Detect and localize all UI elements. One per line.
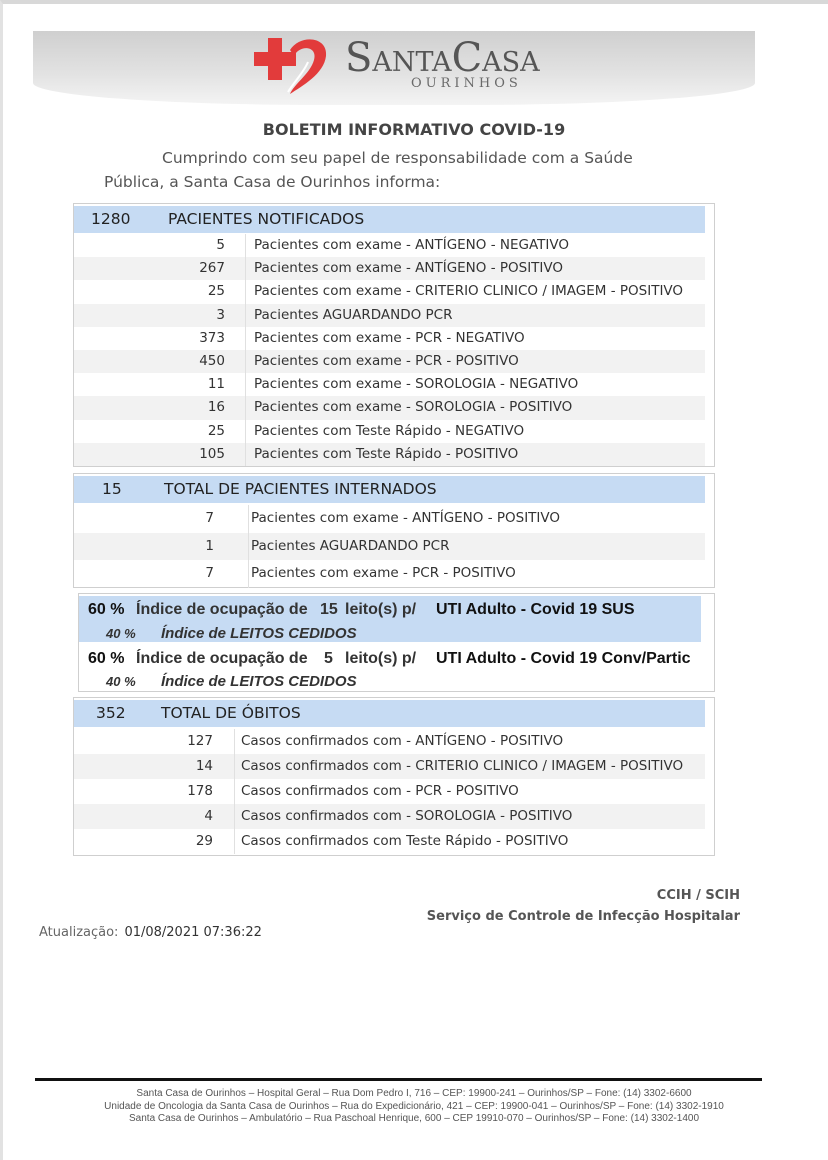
notified-header <box>74 206 705 233</box>
deaths-row-separator <box>234 829 235 854</box>
deaths-row-separator <box>234 804 235 829</box>
notified-row <box>74 304 705 327</box>
notified-row <box>74 327 705 350</box>
deaths-row-description: Casos confirmados com - SOROLOGIA - POSITIVO <box>241 808 573 824</box>
update-timestamp <box>39 925 262 940</box>
notified-row-count: 16 <box>207 399 225 416</box>
notified-row-description: Pacientes com exame - PCR - POSITIVO <box>254 353 519 369</box>
deaths-row <box>74 754 705 779</box>
notified-row-count: 5 <box>216 237 225 253</box>
deaths-row-count: 14 <box>195 758 213 774</box>
notified-row-separator <box>245 304 246 327</box>
notified-row-separator <box>245 257 246 280</box>
logo-subtitle: OURINHOS <box>411 76 522 91</box>
santa-casa-logo-icon <box>250 32 332 96</box>
hospitalized-label: TOTAL DE PACIENTES INTERNADOS <box>164 480 437 498</box>
occupancy-conv-beds: 5 <box>324 650 333 667</box>
ceded-conv-label: Índice de LEITOS CEDIDOS <box>161 673 357 690</box>
notified-row <box>74 350 705 373</box>
deaths-row-separator <box>234 754 235 779</box>
notified-row-separator <box>245 373 246 396</box>
notified-row <box>74 443 705 466</box>
notified-label: PACIENTES NOTIFICADOS <box>168 210 365 228</box>
ceded-sus-label: Índice de LEITOS CEDIDOS <box>161 625 357 642</box>
deaths-label: TOTAL DE ÓBITOS <box>161 704 301 722</box>
notified-row-count: 3 <box>216 306 225 323</box>
notified-row-count: 105 <box>199 445 225 462</box>
notified-row-count: 373 <box>199 329 225 346</box>
deaths-table <box>73 697 715 856</box>
notified-row-description: Pacientes AGUARDANDO PCR <box>254 306 453 323</box>
hospitalized-row <box>74 560 705 588</box>
deaths-row-description: Casos confirmados com Teste Rápido - POSITIVO <box>241 833 569 849</box>
occupancy-sus-pct: 60 % <box>88 601 125 618</box>
notified-total: 1280 <box>91 210 131 228</box>
notified-row <box>74 257 705 280</box>
notified-row-separator <box>245 396 246 419</box>
notified-row-count: 267 <box>199 260 225 277</box>
deaths-row <box>74 779 705 804</box>
notified-row-description: Pacientes com exame - ANTÍGENO - POSITIVO <box>254 260 564 277</box>
footer-divider <box>35 1078 762 1081</box>
ceded-conv-pct: 40 % <box>106 674 136 689</box>
bulletin-title: BOLETIM INFORMATIVO COVID-19 <box>262 120 566 139</box>
deaths-row <box>74 829 705 854</box>
notified-row-count: 25 <box>207 283 225 300</box>
notified-row-description: Pacientes com exame - PCR - NEGATIVO <box>254 329 525 346</box>
deaths-row-count: 127 <box>187 733 213 749</box>
footer-address-2: Unidade de Oncologia da Santa Casa de Ourinhos – Rua do Expedicionário, 421 – CEP: 19900-041 – Ourinhos/SP – Fone: (14) 3302-1910 <box>104 1101 724 1112</box>
hospitalized-row-separator <box>248 533 249 561</box>
deaths-row-description: Casos confirmados com - ANTÍGENO - POSITIVO <box>241 733 564 749</box>
ceded-sus-pct: 40 % <box>106 626 136 641</box>
deaths-row-separator <box>234 779 235 804</box>
hospitalized-patients-table <box>73 473 715 588</box>
notified-row-count: 450 <box>199 353 225 369</box>
deaths-header <box>74 700 705 727</box>
occupancy-conv-ward: UTI Adulto - Covid 19 Conv/Partic <box>436 650 691 667</box>
notified-row-count: 25 <box>207 422 225 439</box>
hospitalized-row-separator <box>248 505 249 533</box>
occupancy-conv-pct: 60 % <box>88 650 125 667</box>
notified-row-description: Pacientes com Teste Rápido - NEGATIVO <box>254 422 525 439</box>
deaths-row <box>74 804 705 829</box>
notified-row <box>74 234 705 257</box>
notified-row <box>74 420 705 443</box>
update-value: 01/08/2021 07:36:22 <box>124 925 262 940</box>
occupancy-sus-unit: leito(s) p/ <box>345 601 417 618</box>
hospitalized-row-separator <box>248 560 249 588</box>
santa-casa-logo-text: SANTACASA OURINHOS <box>345 35 540 91</box>
hospitalized-row-count: 7 <box>205 565 214 581</box>
occupancy-sus-beds: 15 <box>320 601 338 618</box>
update-label: Atualização: <box>39 925 119 940</box>
hospitalized-row-count: 7 <box>205 510 214 526</box>
intro-line-2: Pública, a Santa Casa de Ourinhos informa: <box>104 173 441 191</box>
deaths-row-description: Casos confirmados com - PCR - POSITIVO <box>241 783 519 799</box>
hospitalized-row-description: Pacientes AGUARDANDO PCR <box>251 537 450 554</box>
notified-row-description: Pacientes com exame - ANTÍGENO - NEGATIVO <box>254 237 569 253</box>
deaths-row-separator <box>234 729 235 754</box>
footer-address-1: Santa Casa de Ourinhos – Hospital Geral – Rua Dom Pedro I, 716 – CEP: 19900-241 – Ourinhos/SP – Fone: (14) 3302-6600 <box>136 1088 692 1099</box>
hospitalized-row-description: Pacientes com exame - ANTÍGENO - POSITIVO <box>251 510 561 526</box>
signature-scih: Serviço de Controle de Infecção Hospitalar <box>426 909 740 924</box>
occupancy-conv-unit: leito(s) p/ <box>345 650 417 667</box>
notified-row-separator <box>245 234 246 257</box>
notified-row-separator <box>245 420 246 443</box>
occupancy-conv-text: Índice de ocupação de <box>136 650 308 667</box>
notified-row-description: Pacientes com Teste Rápido - POSITIVO <box>254 445 519 462</box>
notified-row-separator <box>245 443 246 466</box>
footer-address-3: Santa Casa de Ourinhos – Ambulatório – Rua Paschoal Henrique, 600 – CEP 19910-070 – Ourinhos/SP – Fone: (14) 3302-1400 <box>129 1113 699 1124</box>
hospitalized-row-description: Pacientes com exame - PCR - POSITIVO <box>251 565 516 581</box>
signature-ccih: CCIH / SCIH <box>656 888 740 903</box>
notified-row <box>74 396 705 419</box>
notified-row <box>74 373 705 396</box>
intro-line-1: Cumprindo com seu papel de responsabilidade com a Saúde <box>162 149 633 167</box>
hospitalized-header <box>74 476 705 503</box>
occupancy-sus-ward: UTI Adulto - Covid 19 SUS <box>436 601 635 618</box>
deaths-row-description: Casos confirmados com - CRITERIO CLINICO / IMAGEM - POSITIVO <box>241 758 684 774</box>
deaths-row-count: 4 <box>204 808 213 824</box>
occupancy-sus-text: Índice de ocupação de <box>136 601 308 618</box>
deaths-total: 352 <box>96 704 126 722</box>
notified-patients-table <box>73 203 715 467</box>
notified-row-description: Pacientes com exame - SOROLOGIA - POSITIVO <box>254 399 573 416</box>
deaths-row-count: 178 <box>187 783 213 799</box>
notified-row-count: 11 <box>207 376 225 393</box>
deaths-row-count: 29 <box>195 833 213 849</box>
hospitalized-row <box>74 533 705 561</box>
notified-row <box>74 280 705 303</box>
notified-row-separator <box>245 280 246 303</box>
notified-row-description: Pacientes com exame - SOROLOGIA - NEGATIVO <box>254 376 579 393</box>
hospitalized-row <box>74 505 705 533</box>
notified-row-description: Pacientes com exame - CRITERIO CLINICO / IMAGEM - POSITIVO <box>254 283 684 300</box>
notified-row-separator <box>245 350 246 373</box>
deaths-row <box>74 729 705 754</box>
hospitalized-total: 15 <box>102 480 122 498</box>
notified-row-separator <box>245 327 246 350</box>
hospitalized-row-count: 1 <box>205 537 214 554</box>
